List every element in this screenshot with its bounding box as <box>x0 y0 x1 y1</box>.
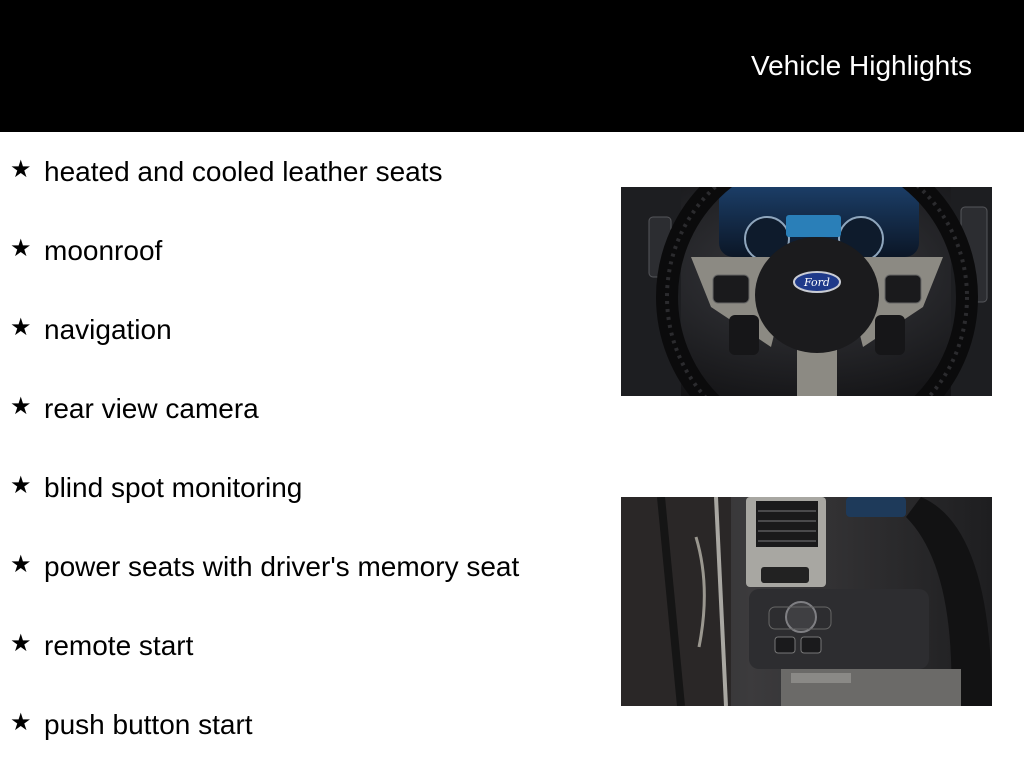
feature-label: rear view camera <box>44 393 259 424</box>
list-item <box>0 211 600 290</box>
dashboard-controls-photo <box>621 497 992 706</box>
star-icon: ★ <box>10 235 32 262</box>
list-item <box>0 685 600 764</box>
feature-label: remote start <box>44 630 194 661</box>
list-item <box>0 369 600 448</box>
star-icon: ★ <box>10 156 32 183</box>
steering-wheel-photo <box>621 187 992 396</box>
star-icon: ★ <box>10 709 32 736</box>
star-icon: ★ <box>10 314 32 341</box>
feature-label: push button start <box>44 709 253 740</box>
feature-list <box>0 132 600 764</box>
feature-label: navigation <box>44 314 172 345</box>
star-icon: ★ <box>10 472 32 499</box>
list-item <box>0 527 600 606</box>
list-item <box>0 132 600 211</box>
list-item <box>0 448 600 527</box>
feature-label: moonroof <box>44 235 163 266</box>
dashboard-controls-illustration <box>621 497 992 706</box>
star-icon: ★ <box>10 630 32 657</box>
star-icon: ★ <box>10 551 32 578</box>
feature-label: power seats with driver's memory seat <box>44 551 520 582</box>
header-bar <box>0 0 1024 132</box>
feature-label: heated and cooled leather seats <box>44 156 443 187</box>
steering-wheel-illustration <box>621 187 992 396</box>
feature-label: blind spot monitoring <box>44 472 303 503</box>
page-title: Vehicle Highlights <box>750 50 972 81</box>
ford-logo-text: Ford <box>804 276 830 289</box>
list-item <box>0 606 600 685</box>
star-icon: ★ <box>10 393 32 420</box>
list-item <box>0 290 600 369</box>
